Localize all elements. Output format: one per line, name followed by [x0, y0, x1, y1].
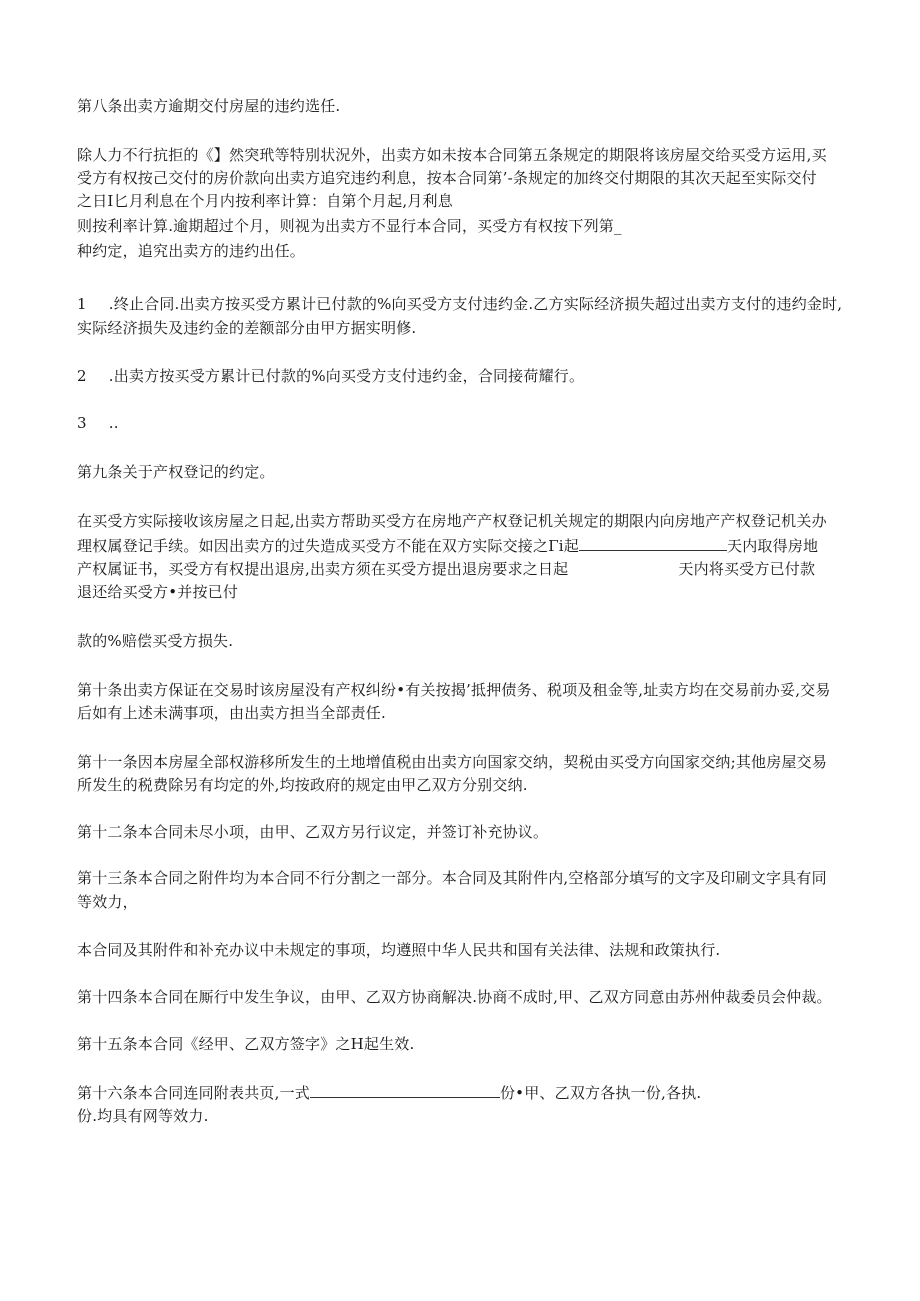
article-9-line-3-text: 产权属证书，买受方有权提出退房,出卖方须在买受方提出退房要求之日起	[77, 560, 569, 578]
article-13-line-2: 等效力，	[77, 893, 138, 911]
article-15-line-1: 第十五条本合同《经甲、乙双方签字》之H起生效.	[77, 1035, 415, 1053]
item-2-text: .出卖方按买受方累计已付款的%向买受方支付违约金，合同接荷耀行。	[108, 367, 585, 385]
article-8-line-1: 除人力不行抗拒的《】然突玳等特別状況外，出卖方如未按本合同第五条规定的期限将该房屋交给买受方运用,买	[77, 146, 827, 164]
article-9-title: 第九条关于产权登记的约定。	[77, 463, 275, 481]
article-16-line-2: 份.均具有网等效力.	[77, 1107, 209, 1125]
article-9-line-2	[77, 535, 818, 556]
item-2-number: 2	[77, 367, 87, 385]
item-3-text: ..	[108, 414, 119, 432]
item-3-number: 3	[77, 414, 87, 432]
article-16-line-1-suffix: 份•甲、乙双方各执一份,各执.	[499, 1084, 702, 1102]
article-9-line-5: 款的%赔偿买受方损失.	[77, 632, 234, 650]
article-8-item-3	[77, 413, 119, 433]
article-9-line-1: 在买受方实际接收该房屋之日起,出卖方帮助买受方在房地产产权登记机关规定的期限内向房地产产权登记机关办	[77, 512, 827, 530]
item-1-text: .终止合同.出卖方按买受方累计已付款的%向买受方支付违约金.乙方实际经济损失超过出卖方支付的违约金时,	[108, 295, 843, 313]
article-14-line-1: 第十四条本合同在厮行中发生争议，由甲、乙双方协商解决.协商不成时,甲、乙双方同意由苏州仲裁委员会仲裁。	[77, 988, 832, 1006]
article-8-item-1-line-2: 实际经济损失及违约金的差额部分由甲方据实明修.	[77, 319, 417, 337]
article-10-line-2: 后如有上述未满事项，由出卖方担当全部责任.	[77, 704, 386, 722]
article-16-line-1-text: 第十六条本合同连同附表共页,一式	[77, 1084, 310, 1102]
item-1-number: 1	[77, 295, 87, 313]
article-13-line-1: 第十三条本合同之附件均为本合同不行分割之一部分。本合同及其附件内,空格部分填写的文字及印刷文字具有同	[77, 869, 827, 887]
article-8-line-4: 则按利率计算.逾期超过个月，则视为出卖方不显行本合同，买受方有权按下列第_	[77, 217, 622, 235]
days-blank-1	[579, 535, 727, 551]
article-8-item-1-line-1	[77, 294, 842, 314]
article-9-line-3	[77, 559, 815, 579]
article-8-item-2	[77, 366, 584, 386]
article-9-line-3-suffix: 天内将买受方已付款	[678, 560, 816, 578]
article-11-line-1: 第十一条因本房屋全部权游移所发生的土地增值税由出卖方向国家交纳，契税由买受方向国家交纳;其他房屋交易	[77, 753, 828, 771]
article-12-line-1: 第十二条本合同未尽小项，由甲、乙双方另行议定，并签订补充协议。	[77, 823, 549, 841]
article-9-line-2-suffix: 天内取得房地	[727, 537, 819, 555]
article-8-line-5: 种约定，追究出卖方的违约出任。	[77, 242, 306, 260]
article-16-line-1	[77, 1082, 701, 1103]
article-11-line-2: 所发生的税费除另有均定的外,均按政府的规定由甲乙双方分别交纳.	[77, 776, 528, 794]
article-8-title: 第八条出卖方逾期交付房屋的违约选任.	[77, 97, 341, 115]
article-9-line-2-text: 理权属登记手续。如因出卖方的过失造成买受方不能在双方实际交接之Γi起	[77, 537, 580, 555]
article-13-line-3: 本合同及其附件和补充办议中未规定的事项，均遵照中华人民共和国有关法律、法规和政策执行.	[77, 941, 721, 959]
article-10-line-1: 第十条出卖方保证在交易时该房屋没有产权纠纷•有关按揭’抵押债务、税项及租金等,址卖方均在交易前办妥,交易	[77, 681, 831, 699]
article-8-line-3: 之日I匕月利息在个月内按利率计算：自第个月起,月利息	[77, 192, 453, 210]
article-9-line-4: 退还给买受方•并按已付	[77, 583, 239, 601]
copies-blank	[310, 1082, 500, 1098]
article-8-line-2: 受方有权按己交付的房价款向出卖方追究违约利息，按本合同第’-条规定的加终交付期限的其次天起至实际交付	[77, 169, 817, 187]
